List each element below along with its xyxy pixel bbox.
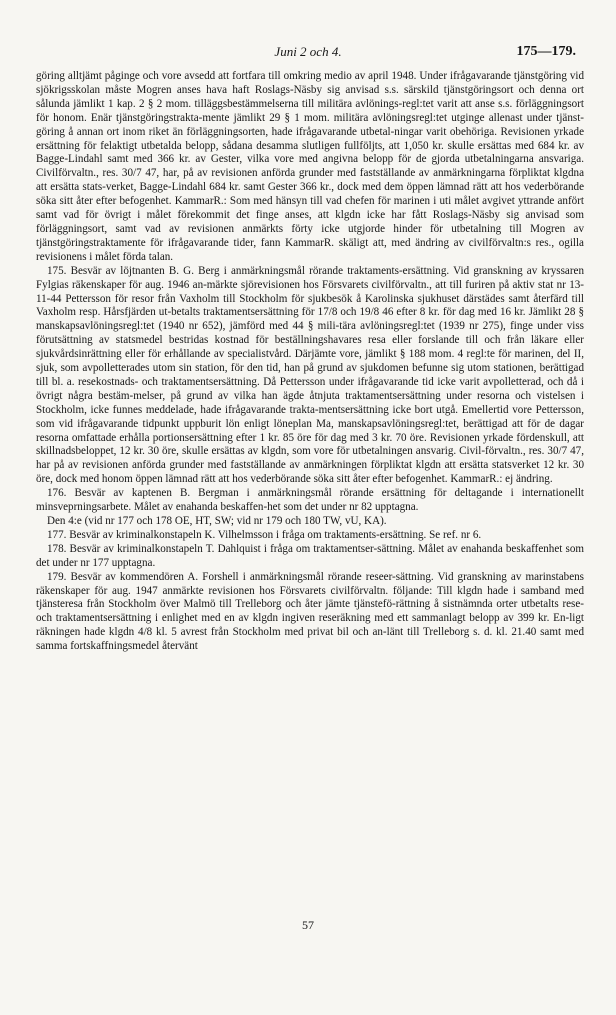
- paragraph-case-177: 177. Besvär av kriminalkonstapeln K. Vilhelmsson i fråga om traktaments-ersättning. Se ref. nr 6.: [47, 528, 482, 541]
- paragraph-case-176: 176. Besvär av kaptenen B. Bergman i anmärkningsmål rörande ersättning för deltagande i internationellt minsveprningsarbete. Målet av enahanda beskaffen-het som det under nr 82 upptagna.: [36, 487, 584, 514]
- running-header: [36, 44, 580, 62]
- paragraph-date-heading: Den 4:e (vid nr 177 och 178 OE, HT, SW; vid nr 179 och 180 TW, vU, KA).: [47, 515, 387, 527]
- paragraph-continuation: göring alltjämt påginge och vore avsedd att fortfara till omkring medio av april 1948. Under ifrågavarande tjänstgöring vid sjökrigsskolan måste Mogren anses hava haft Roslags-Näsby sig anvisad s.s. särskild tjänstgöringsort och denna ort sålunda jämlikt 1 kap. 2 § 2 mom. tilläggsbestämmelserna till militära avlönings-regl:tet varit att anse s.s. förläggningsort för honom. Enär tjänstgöringstrakta-mente jämlikt 29 § 1 mom. militära avlöningsregl:tet utginge allenast under tjänst-göring å annan ort inom riket än förläggningsorten, hade ifrågavarande utbetal-ningar varit obehöriga. Revisionen yrkade ersättning för felaktigt utbetalda belopp, sådana desamma slutligen fullföljts, att 1,050 kr. skulle ersättas med 684 kr. av Bagge-Lindahl samt med 366 kr. av Gester, vilka vore med angivna belopp för de gjorda utbetalningarna ansvariga. Civilförvaltn., res. 30/7 47, har, på av revisionen anförda grunder med fastställande av anmärkningarna förpliktat klgdna att ersätta stats-verket, Bagge-Lindahl 684 kr. samt Gester 366 kr., dock med dem öppen lämnad rätt att hos vederbörande söka sitt åter efter befogenhet. KammarR.: Som med hänsyn till vad chefen för marinen i uti målet avgivet yttrande anfört samt vad för övrigt i målet förekommit det finge anses, att klgdn icke har fått Roslags-Näsby sig anvisad som förläggningsort, samt vad av revisionen anmärkts förty icke utgjorde hinder för utbetalning till Mogren av tjänstgöringstraktamente för ifrågavarande tider, fann KammarR. skäligt att, med ändring av civilförvaltn:s res., ogilla revisionens i målet förda talan.: [36, 70, 584, 263]
- page-number: 57: [302, 918, 314, 932]
- body-text: [36, 70, 584, 654]
- paragraph-case-178: 178. Besvär av kriminalkonstapeln T. Dahlquist i fråga om traktamentser-sättning. Målet av enahanda beskaffenhet som det under nr 177 upptagna.: [36, 542, 584, 569]
- header-case-range: 175—179.: [516, 44, 576, 59]
- paragraph-case-179: 179. Besvär av kommendören A. Forshell i anmärkningsmål rörande reseer-sättning. Vid granskning av marinstabens räkenskaper för aug. 1947 anmärkte revisionen hos Försvarets civilförvaltn. följande: Till klgdn hade i samband med tjänsteresa från Stockholm över Malmö till Trelleborg och åter jämte tjänstefö-rättning å sistnämnda orter utbetalts rese- och traktamentsersättning i enlighet med en av klgdn ingiven reseräkning med ett sammanlagt belopp av 399 kr. En-ligt räkningen hade klgdn 4/8 kl. 5 avrest från Stockholm med privat bil och an-länt till Trelleborg s. d. kl. 21.40 samt med samma fortskaffningsmedel återvänt: [36, 570, 584, 653]
- header-date: Juni 2 och 4.: [274, 44, 342, 59]
- paragraph-case-175: 175. Besvär av löjtnanten B. G. Berg i anmärkningsmål rörande traktaments-ersättning. Vid granskning av kryssaren Fylgias räkenskaper för aug. 1946 an-märkte sjörevisionen hos Försvarets civilförvaltn., att till furiren på aktiv stat nr 13-11-44 Pettersson för resor från Vaxholm till Stockholm för sjukbesök å Karolinska sjukhuset därstädes samt återfärd till Vaxholm resp. Hårsfjärden ut-betalts traktamentsersättning för 17/8 och 19/8 46 efter 8 kr. för dag med 16 kr. Jämlikt 28 § manskapsavlöningsregl:tet (1940 nr 652), jämförd med 44 § mili-tära avlöningsregl:tet (1939 nr 275), finge under viss förutsättning av statsmedel bestridas kostnad för beställningshavares resa eller forslande till och från läkare eller sjukvårdsinrättning eller för erhållande av specialistvård. Därjämte vore, jämlikt § 188 mom. 4 regl:te för marinen, del II, sjuk, som avpolletterades utom sin station, för den tid, han på grund av sjukdomen befunne sig utom stationen, berättigad till bl. a. resekostnads- och traktamentsersättning. Då Pettersson under ifrågavarande tid icke varit avpolletterad, och då i övrigt några bestäm-melser, på grund av vilka han ägde åtnjuta traktamentsersättning under resorna och vistelsen i Stockholm, icke funnes meddelade, hade ifrågavarande trakta-mentsersättning icke bort utgå. Emellertid vore Pettersson, som vid ifrågavarande tidpunkt uppburit lön enligt löneplan Ma, manskapsavlöningsregl:tet, berättigad att för de dagar resorna omfattade erhålla portionsersättning efter 1 kr. 85 öre för dag med 3 kr. 70 öre. Revisionen yrkade fördenskull, att skillnadsbeloppet, 12 kr. 30 öre, skulle ersättas av klgdn, som vore för utbetalningen ansvarig. Civil-förvaltn., res. 30/7 47, har på av revisionen anförda grunder med fastställande av anmärkningen förpliktat klgdn att ersätta statsverket 12 kr. 30 öre, dock med honom öppen lämnad rätt att hos vederbörande söka sitt åter efter befogenhet. KammarR.: ej ändring.: [36, 264, 584, 486]
